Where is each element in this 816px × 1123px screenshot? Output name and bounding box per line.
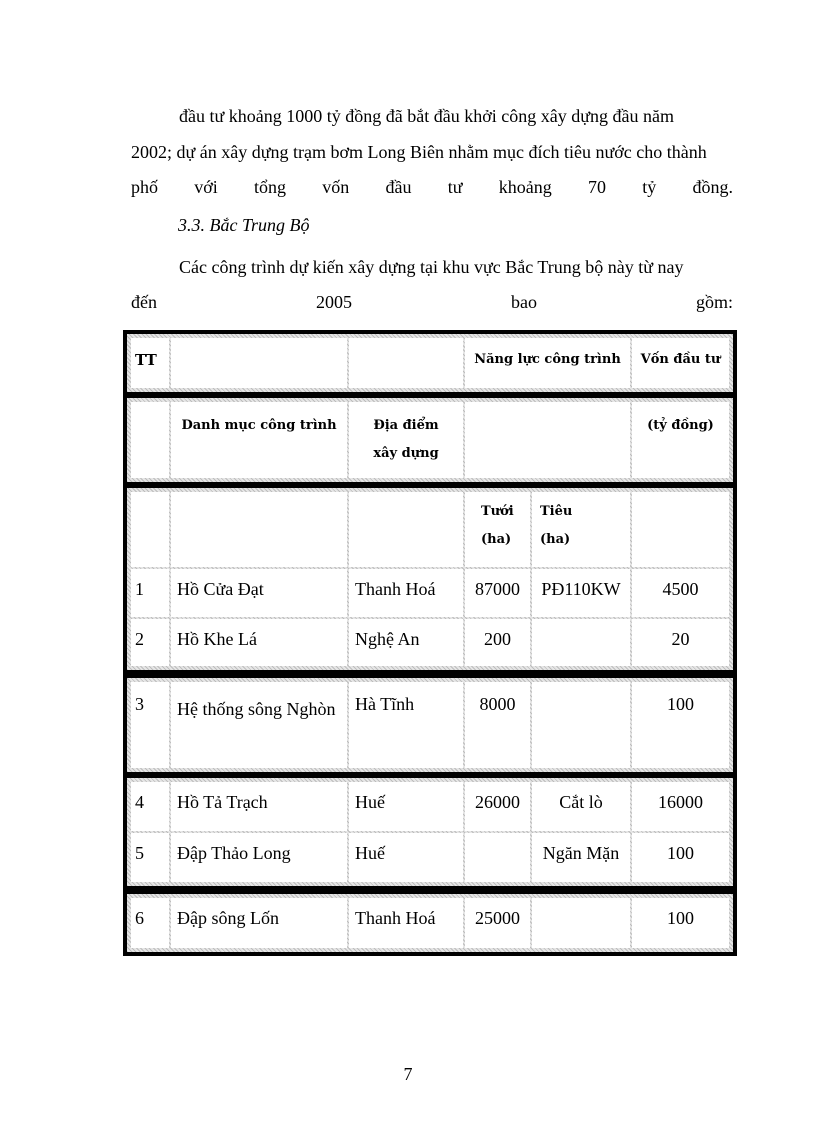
- header-empty: [131, 402, 169, 478]
- row-6-drainage: [532, 898, 630, 948]
- row-6-location: Thanh Hoá: [349, 898, 463, 948]
- header-capacity: Năng lực công trình: [465, 338, 630, 388]
- row-5-drainage: Ngăn Mặn: [532, 833, 630, 882]
- word: bao: [510, 292, 537, 312]
- header-empty: [171, 338, 347, 388]
- word: đến: [131, 292, 157, 312]
- word: với: [194, 177, 218, 197]
- row-5-tt: 5: [131, 833, 169, 882]
- word: đầu: [385, 177, 412, 197]
- row-2-name: Hồ Khe Lá: [171, 619, 347, 666]
- row-3-irrigation: 8000: [465, 682, 530, 768]
- row-3-capital: 100: [632, 682, 729, 768]
- header-tt: TT: [131, 338, 169, 388]
- row-1-drainage: PĐ110KW: [532, 569, 630, 617]
- word: 70: [587, 177, 606, 197]
- row-2-drainage: [532, 619, 630, 666]
- header-location: Địa điểm xây dựng: [349, 402, 463, 478]
- row-3-name: Hệ thống sông Nghòn: [171, 682, 347, 768]
- header-drainage: Tiêu (ha): [532, 492, 630, 567]
- page-number: 7: [403, 1064, 413, 1084]
- intro-line-2: [131, 292, 733, 313]
- table-block: [127, 778, 733, 886]
- row-4-location: Huế: [349, 782, 463, 831]
- word: khoảng: [498, 177, 552, 197]
- word: phố: [131, 177, 158, 197]
- row-4-tt: 4: [131, 782, 169, 831]
- projects-table: [123, 330, 737, 956]
- paragraph-line-2: 2002; dự án xây dựng trạm bơm Long Biên nhằm mục đích tiêu nước cho thành: [131, 142, 707, 162]
- intro-line-1: Các công trình dự kiến xây dựng tại khu vực Bắc Trung bộ này từ nay: [179, 257, 684, 277]
- word: 2005: [315, 292, 352, 312]
- header-name: Danh mục công trình: [171, 402, 347, 478]
- word: gồm:: [695, 292, 733, 312]
- row-3-tt: 3: [131, 682, 169, 768]
- paragraph-line-3: [131, 177, 733, 198]
- header-empty: [171, 492, 347, 567]
- row-3-location: Hà Tĩnh: [349, 682, 463, 768]
- row-2-location: Nghệ An: [349, 619, 463, 666]
- word: tỷ: [642, 177, 657, 197]
- row-1-irrigation: 87000: [465, 569, 530, 617]
- row-6-irrigation: 25000: [465, 898, 530, 948]
- row-6-capital: 100: [632, 898, 729, 948]
- table-block: [127, 678, 733, 772]
- row-4-name: Hồ Tả Trạch: [171, 782, 347, 831]
- row-5-location: Huế: [349, 833, 463, 882]
- row-5-capital: 100: [632, 833, 729, 882]
- row-1-location: Thanh Hoá: [349, 569, 463, 617]
- section-heading: 3.3. Bắc Trung Bộ: [178, 215, 310, 235]
- row-6-name: Đập sông Lốn: [171, 898, 347, 948]
- header-empty: [131, 492, 169, 567]
- header-irrigation: Tưới (ha): [465, 492, 530, 567]
- row-2-irrigation: 200: [465, 619, 530, 666]
- row-1-name: Hồ Cửa Đạt: [171, 569, 347, 617]
- table-block: [127, 894, 733, 952]
- row-4-drainage: Cắt lò: [532, 782, 630, 831]
- word: vốn: [322, 177, 350, 197]
- row-6-tt: 6: [131, 898, 169, 948]
- header-empty: [632, 492, 729, 567]
- paragraph-line-1: đầu tư khoảng 1000 tỷ đồng đã bắt đầu khởi công xây dựng đầu năm: [179, 106, 674, 126]
- row-2-tt: 2: [131, 619, 169, 666]
- row-5-name: Đập Thảo Long: [171, 833, 347, 882]
- word: tổng: [254, 177, 287, 197]
- header-empty: [465, 402, 630, 478]
- row-4-irrigation: 26000: [465, 782, 530, 831]
- header-empty: [349, 338, 463, 388]
- word: đồng.: [692, 177, 733, 197]
- row-1-capital: 4500: [632, 569, 729, 617]
- row-5-irrigation: [465, 833, 530, 882]
- header-capital: Vốn đầu tư: [632, 338, 729, 388]
- row-4-capital: 16000: [632, 782, 729, 831]
- table-block: [127, 398, 733, 482]
- header-empty: [349, 492, 463, 567]
- table-block: [127, 334, 733, 392]
- row-1-tt: 1: [131, 569, 169, 617]
- row-2-capital: 20: [632, 619, 729, 666]
- row-3-drainage: [532, 682, 630, 768]
- header-capital-unit: (tỷ đồng): [632, 402, 729, 478]
- word: tư: [447, 177, 463, 197]
- table-block: [127, 488, 733, 670]
